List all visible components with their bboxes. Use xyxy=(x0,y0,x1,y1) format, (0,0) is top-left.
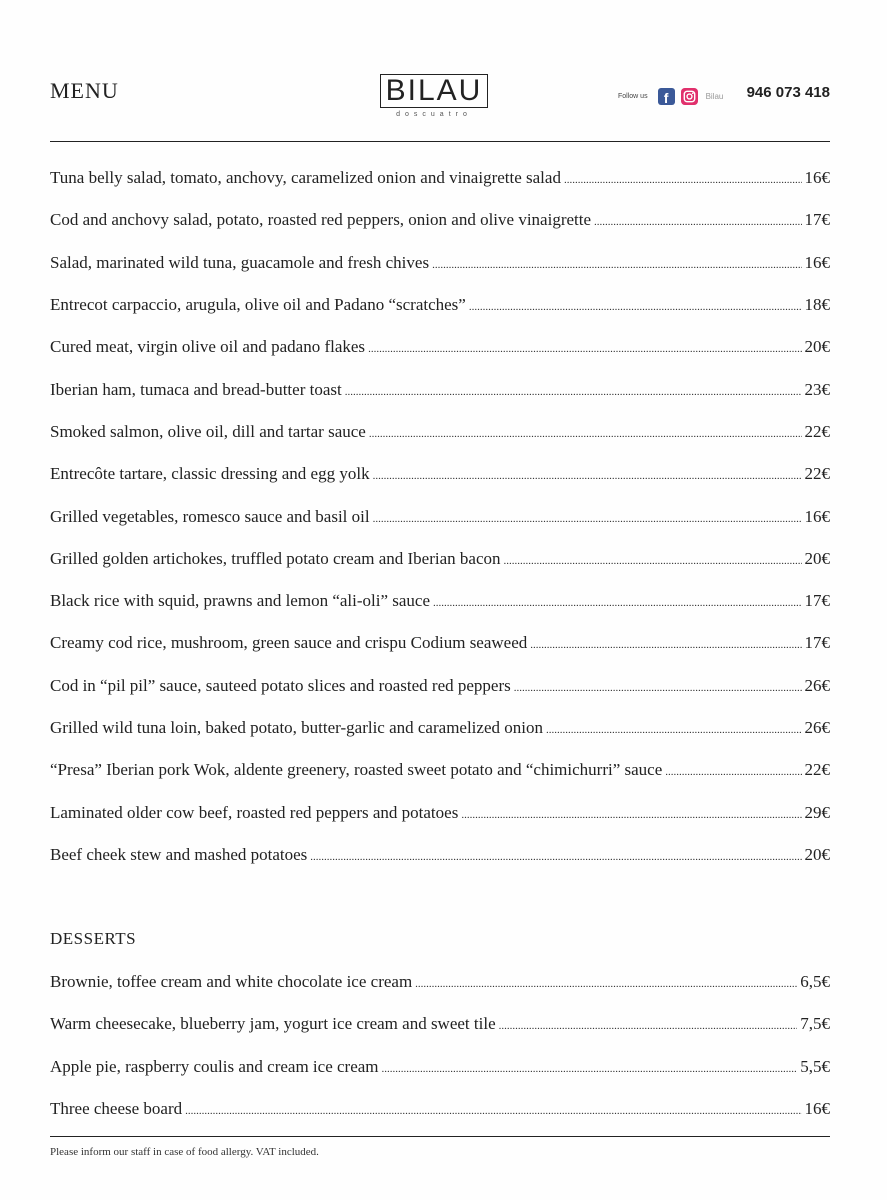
item-name: Apple pie, raspberry coulis and cream ice cream xyxy=(50,1056,379,1076)
item-price: 17€ xyxy=(804,591,830,611)
item-price: 17€ xyxy=(804,210,830,230)
item-price: 29€ xyxy=(804,802,830,822)
dessert-list xyxy=(50,961,830,1130)
dot-leader xyxy=(546,724,802,736)
menu-item xyxy=(50,707,830,749)
item-name: Grilled vegetables, romesco sauce and basil oil xyxy=(50,506,370,526)
menu-item xyxy=(50,326,830,368)
dot-leader xyxy=(368,343,801,355)
footer-divider xyxy=(50,1136,830,1137)
menu-item xyxy=(50,1003,830,1045)
item-name: “Presa” Iberian pork Wok, aldente greenery, roasted sweet potato and “chimichurri” sauce xyxy=(50,760,663,780)
follow-label: Follow us xyxy=(618,92,648,100)
dot-leader xyxy=(530,639,801,651)
menu-item xyxy=(50,284,830,326)
item-price: 20€ xyxy=(804,844,830,864)
menu-item xyxy=(50,791,830,833)
header-divider xyxy=(50,141,830,142)
item-name: Grilled golden artichokes, truffled potato cream and Iberian bacon xyxy=(50,548,501,568)
item-price: 16€ xyxy=(804,252,830,272)
menu-list xyxy=(50,157,830,876)
item-name: Three cheese board xyxy=(50,1099,183,1119)
item-price: 22€ xyxy=(804,464,830,484)
menu-item xyxy=(50,368,830,410)
menu-item xyxy=(50,242,830,284)
dot-leader xyxy=(594,216,801,228)
item-name: Tuna belly salad, tomato, anchovy, caramelized onion and vinaigrette salad xyxy=(50,168,561,188)
menu-item xyxy=(50,538,830,580)
item-price: 16€ xyxy=(804,168,830,188)
menu-item xyxy=(50,749,830,791)
logo xyxy=(378,74,490,124)
item-name: Entrecot carpaccio, arugula, olive oil and Padano “scratches” xyxy=(50,295,466,315)
dot-leader xyxy=(503,555,801,567)
item-name: Black rice with squid, prawns and lemon “ali-oli” sauce xyxy=(50,591,431,611)
dot-leader xyxy=(499,1020,798,1032)
dot-leader xyxy=(415,978,797,990)
menu-item xyxy=(50,622,830,664)
menu-item xyxy=(50,580,830,622)
item-price: 18€ xyxy=(804,295,830,315)
dot-leader xyxy=(373,513,802,525)
social-handle: Bilau xyxy=(705,91,724,101)
item-name: Brownie, toffee cream and white chocolate ice cream xyxy=(50,972,413,992)
item-name: Grilled wild tuna loin, baked potato, butter-garlic and caramelized onion xyxy=(50,718,543,737)
dot-leader xyxy=(373,470,802,482)
menu-item xyxy=(50,1088,830,1130)
menu-item xyxy=(50,453,830,495)
item-name: Beef cheek stew and mashed potatoes xyxy=(50,844,308,864)
dot-leader xyxy=(469,301,802,313)
menu-item xyxy=(50,961,830,1003)
item-price: 16€ xyxy=(804,1099,830,1119)
instagram-icon[interactable] xyxy=(681,88,698,105)
dot-leader xyxy=(461,809,801,821)
menu-item xyxy=(50,157,830,199)
item-name: Iberian ham, tumaca and bread-butter toast xyxy=(50,379,342,399)
item-name: Entrecôte tartare, classic dressing and egg yolk xyxy=(50,464,370,484)
footer-note: Please inform our staff in case of food allergy. VAT included. xyxy=(50,1146,319,1158)
item-name: Salad, marinated wild tuna, guacamole and fresh chives xyxy=(50,252,430,272)
dot-leader xyxy=(185,1105,801,1117)
item-name: Laminated older cow beef, roasted red peppers and potatoes xyxy=(50,802,459,822)
item-name: Cured meat, virgin olive oil and padano flakes xyxy=(50,337,366,357)
dot-leader xyxy=(432,259,801,271)
menu-item xyxy=(50,199,830,241)
dot-leader xyxy=(310,851,801,863)
item-name: Cod and anchovy salad, potato, roasted red peppers, onion and olive vinaigrette xyxy=(50,210,592,230)
page-title: MENU xyxy=(50,78,119,103)
menu-item xyxy=(50,834,830,876)
dot-leader xyxy=(433,597,801,609)
dot-leader xyxy=(345,386,802,398)
item-price: 26€ xyxy=(804,718,830,737)
facebook-icon[interactable]: f xyxy=(658,88,675,105)
menu-item xyxy=(50,495,830,537)
logo-subtitle: doscuatro xyxy=(396,111,472,118)
item-price: 20€ xyxy=(804,548,830,568)
social-links xyxy=(618,86,723,106)
menu-item xyxy=(50,665,830,707)
dot-leader xyxy=(369,428,802,440)
logo-text: BILAU xyxy=(380,74,488,108)
item-price: 16€ xyxy=(804,506,830,526)
item-name: Smoked salmon, olive oil, dill and tartar sauce xyxy=(50,421,366,441)
item-price: 17€ xyxy=(804,633,830,653)
dot-leader xyxy=(514,682,802,694)
item-price: 23€ xyxy=(804,379,830,399)
item-name: Creamy cod rice, mushroom, green sauce and crispu Codium seaweed xyxy=(50,633,528,653)
menu-item xyxy=(50,411,830,453)
item-price: 26€ xyxy=(804,675,830,695)
phone-number: 946 073 418 xyxy=(746,84,830,101)
menu-item xyxy=(50,1046,830,1088)
item-name: Cod in “pil pil” sauce, sauteed potato slices and roasted red peppers xyxy=(50,675,511,695)
item-price: 20€ xyxy=(804,337,830,357)
dot-leader xyxy=(382,1063,798,1075)
item-price: 5,5€ xyxy=(800,1056,830,1076)
dot-leader xyxy=(564,174,802,186)
item-price: 22€ xyxy=(804,760,830,780)
item-price: 22€ xyxy=(804,421,830,441)
dot-leader xyxy=(665,766,801,778)
item-name: Warm cheesecake, blueberry jam, yogurt ice cream and sweet tile xyxy=(50,1014,496,1034)
desserts-title: DESSERTS xyxy=(50,929,137,948)
item-price: 6,5€ xyxy=(800,972,830,992)
item-price: 7,5€ xyxy=(800,1014,830,1034)
